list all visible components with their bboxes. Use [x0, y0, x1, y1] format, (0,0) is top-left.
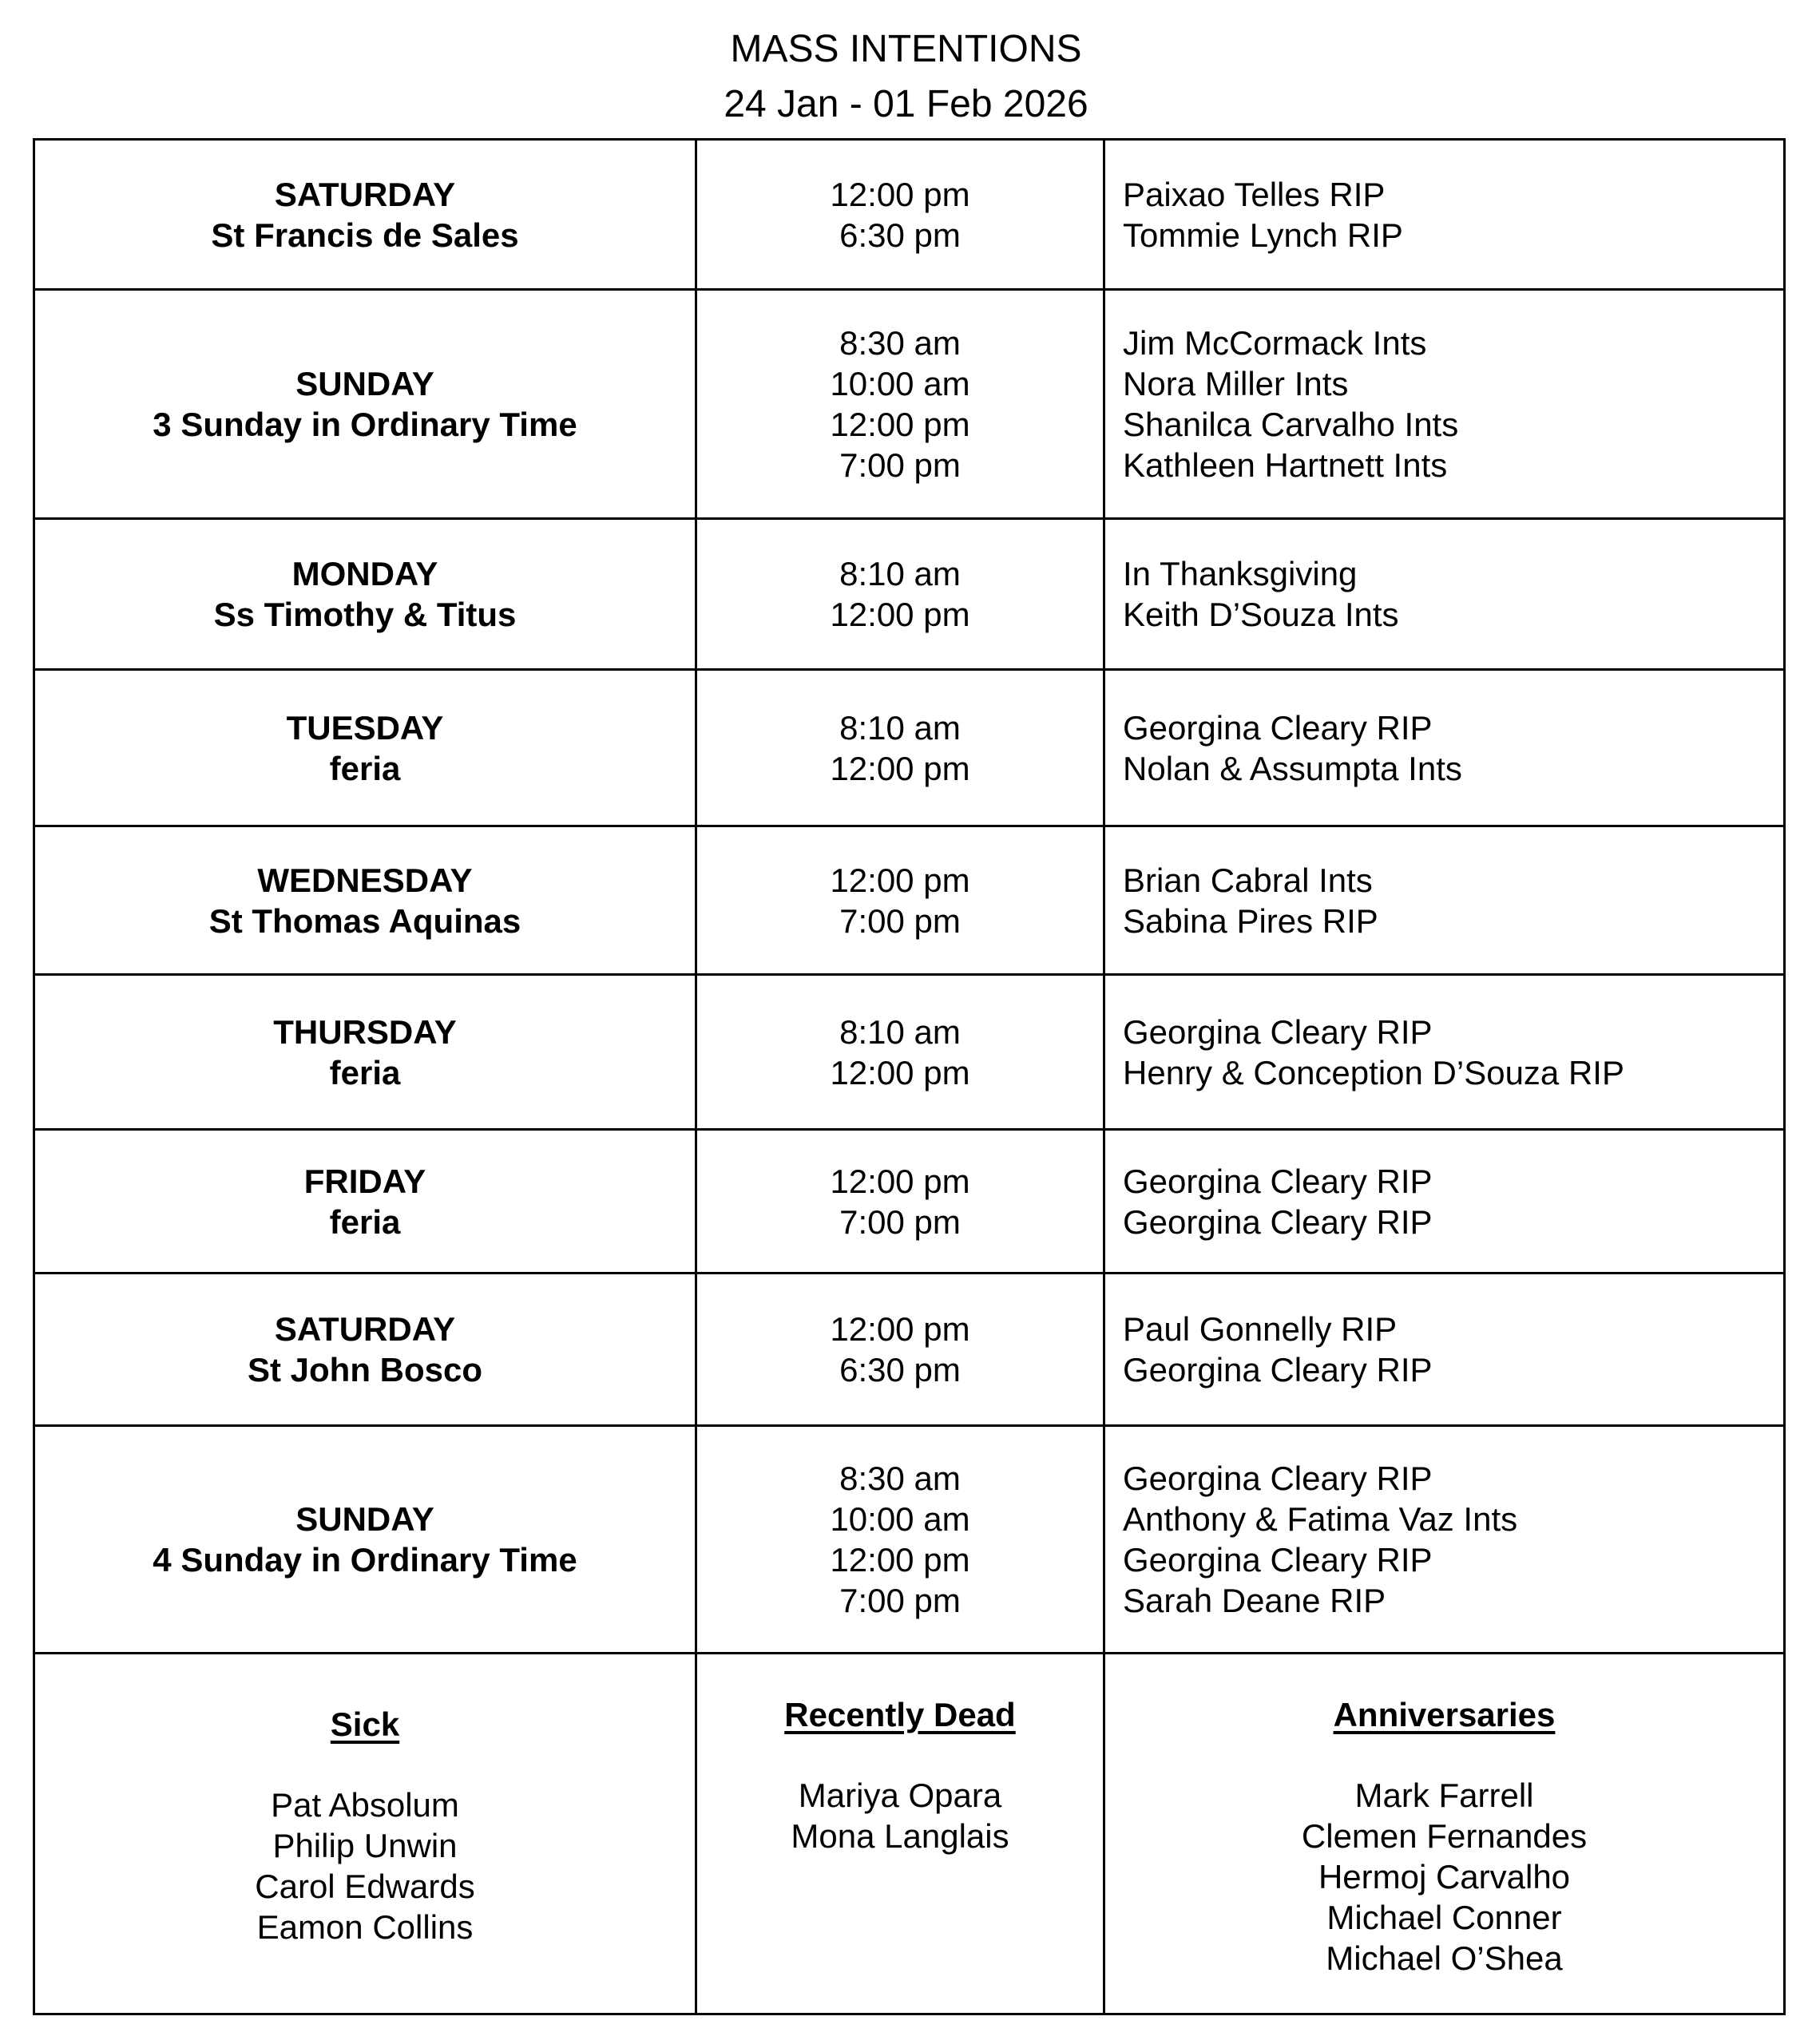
day-cell	[34, 1130, 696, 1274]
times-cell	[696, 826, 1104, 975]
day-row	[34, 1426, 1785, 1654]
feast-name: 4 Sunday in Ordinary Time	[153, 1541, 577, 1579]
list-heading: Recently Dead	[784, 1696, 1016, 1733]
day-row	[34, 1274, 1785, 1426]
intention: Jim McCormack Ints	[1123, 324, 1427, 362]
day-cell	[34, 975, 696, 1130]
mass-time: 8:10 am	[839, 555, 961, 592]
list-cell	[696, 1654, 1104, 2014]
feast-name: feria	[329, 1053, 401, 1091]
day-name: SATURDAY	[274, 175, 456, 213]
times-cell	[696, 975, 1104, 1130]
times-cell	[696, 670, 1104, 826]
lists-row	[34, 1654, 1785, 2014]
list-name: Philip Unwin	[272, 1827, 458, 1864]
intention: Paul Gonnelly RIP	[1123, 1310, 1398, 1348]
intention: Nora Miller Ints	[1123, 365, 1349, 402]
day-name: SUNDAY	[295, 365, 434, 402]
intention: Sarah Deane RIP	[1123, 1582, 1386, 1619]
day-row	[34, 826, 1785, 975]
mass-time: 8:30 am	[839, 324, 961, 362]
mass-time: 12:00 pm	[830, 749, 970, 787]
list-heading: Sick	[330, 1705, 400, 1743]
day-cell	[34, 670, 696, 826]
day-name: TUESDAY	[286, 708, 444, 747]
mass-time: 7:00 pm	[839, 446, 961, 484]
day-row	[34, 1130, 1785, 1274]
mass-time: 10:00 am	[830, 1500, 970, 1538]
times-cell	[696, 1426, 1104, 1654]
mass-time: 7:00 pm	[839, 1202, 961, 1241]
mass-time: 12:00 pm	[830, 1541, 970, 1579]
feast-name: feria	[329, 1202, 401, 1241]
intention: Keith D’Souza Ints	[1123, 596, 1399, 633]
day-name: SATURDAY	[274, 1310, 456, 1348]
day-cell	[34, 519, 696, 670]
mass-time: 8:10 am	[839, 1012, 961, 1051]
mass-time: 7:00 pm	[839, 901, 961, 940]
times-cell	[696, 1274, 1104, 1426]
times-cell	[696, 1130, 1104, 1274]
intention: Nolan & Assumpta Ints	[1123, 749, 1462, 787]
list-cell	[34, 1654, 696, 2014]
list-name: Carol Edwards	[255, 1868, 475, 1905]
list-name: Eamon Collins	[256, 1908, 474, 1946]
list-name: Michael Conner	[1326, 1899, 1562, 1936]
intentions-cell	[1104, 140, 1785, 290]
intention: Paixao Telles RIP	[1123, 175, 1386, 213]
mass-time: 12:00 pm	[830, 861, 970, 899]
intention: Georgina Cleary RIP	[1123, 1460, 1433, 1497]
intention: Shanilca Carvalho Ints	[1123, 406, 1459, 443]
intentions-cell	[1104, 1274, 1785, 1426]
intention: Tommie Lynch RIP	[1123, 216, 1403, 254]
times-cell	[696, 519, 1104, 670]
times-cell	[696, 140, 1104, 290]
feast-name: St John Bosco	[247, 1351, 483, 1388]
intention: Georgina Cleary RIP	[1123, 1012, 1433, 1051]
day-name: SUNDAY	[295, 1500, 434, 1538]
intentions-cell	[1104, 519, 1785, 670]
list-heading: Anniversaries	[1333, 1696, 1556, 1733]
intention: Georgina Cleary RIP	[1123, 1162, 1433, 1200]
feast-name: Ss Timothy & Titus	[213, 596, 517, 633]
intentions-cell	[1104, 1130, 1785, 1274]
list-cell	[1104, 1654, 1785, 2014]
feast-name: feria	[329, 749, 401, 787]
list-name: Hermoj Carvalho	[1318, 1858, 1571, 1895]
day-cell	[34, 1274, 696, 1426]
intentions-cell	[1104, 975, 1785, 1130]
mass-time: 12:00 pm	[830, 1310, 970, 1348]
intentions-cell	[1104, 290, 1785, 519]
page-title: MASS INTENTIONS	[730, 28, 1082, 70]
times-cell	[696, 290, 1104, 519]
day-name: MONDAY	[291, 555, 438, 592]
day-row	[34, 140, 1785, 290]
feast-name: 3 Sunday in Ordinary Time	[153, 406, 577, 443]
mass-time: 8:30 am	[839, 1460, 961, 1497]
intention: Henry & Conception D’Souza RIP	[1123, 1053, 1624, 1091]
intentions-cell	[1104, 1426, 1785, 1654]
mass-time: 8:10 am	[839, 708, 961, 747]
intention: Georgina Cleary RIP	[1123, 1541, 1433, 1579]
day-name: WEDNESDAY	[257, 861, 473, 899]
list-name: Clemen Fernandes	[1301, 1817, 1588, 1855]
day-cell	[34, 140, 696, 290]
mass-time: 6:30 pm	[839, 216, 961, 254]
mass-time: 10:00 am	[830, 365, 970, 402]
intentions-cell	[1104, 826, 1785, 975]
day-name: THURSDAY	[273, 1012, 457, 1051]
mass-time: 12:00 pm	[830, 175, 970, 213]
intention: Georgina Cleary RIP	[1123, 708, 1433, 747]
list-name: Mariya Opara	[798, 1777, 1002, 1814]
mass-time: 7:00 pm	[839, 1582, 961, 1619]
mass-time: 12:00 pm	[830, 596, 970, 633]
list-name: Pat Absolum	[271, 1786, 459, 1824]
day-row	[34, 975, 1785, 1130]
intention: Anthony & Fatima Vaz Ints	[1123, 1500, 1518, 1538]
intention: In Thanksgiving	[1123, 555, 1358, 592]
list-name: Mona Langlais	[791, 1817, 1009, 1855]
feast-name: St Francis de Sales	[211, 216, 519, 254]
intention: Kathleen Hartnett Ints	[1123, 446, 1448, 484]
mass-intentions-table	[33, 138, 1786, 2015]
intention: Sabina Pires RIP	[1123, 901, 1378, 940]
intention: Brian Cabral Ints	[1123, 861, 1373, 899]
day-cell	[34, 1426, 696, 1654]
day-row	[34, 290, 1785, 519]
day-row	[34, 670, 1785, 826]
day-cell	[34, 826, 696, 975]
mass-time: 12:00 pm	[830, 1162, 970, 1200]
day-name: FRIDAY	[303, 1162, 426, 1200]
intention: Georgina Cleary RIP	[1123, 1202, 1433, 1241]
day-row	[34, 519, 1785, 670]
list-name: Michael O’Shea	[1326, 1939, 1563, 1977]
day-cell	[34, 290, 696, 519]
list-name: Mark Farrell	[1354, 1777, 1534, 1814]
mass-time: 12:00 pm	[830, 406, 970, 443]
feast-name: St Thomas Aquinas	[208, 901, 521, 940]
mass-time: 12:00 pm	[830, 1053, 970, 1091]
intentions-cell	[1104, 670, 1785, 826]
mass-time: 6:30 pm	[839, 1351, 961, 1388]
date-range: 24 Jan - 01 Feb 2026	[724, 83, 1088, 125]
intention: Georgina Cleary RIP	[1123, 1351, 1433, 1388]
